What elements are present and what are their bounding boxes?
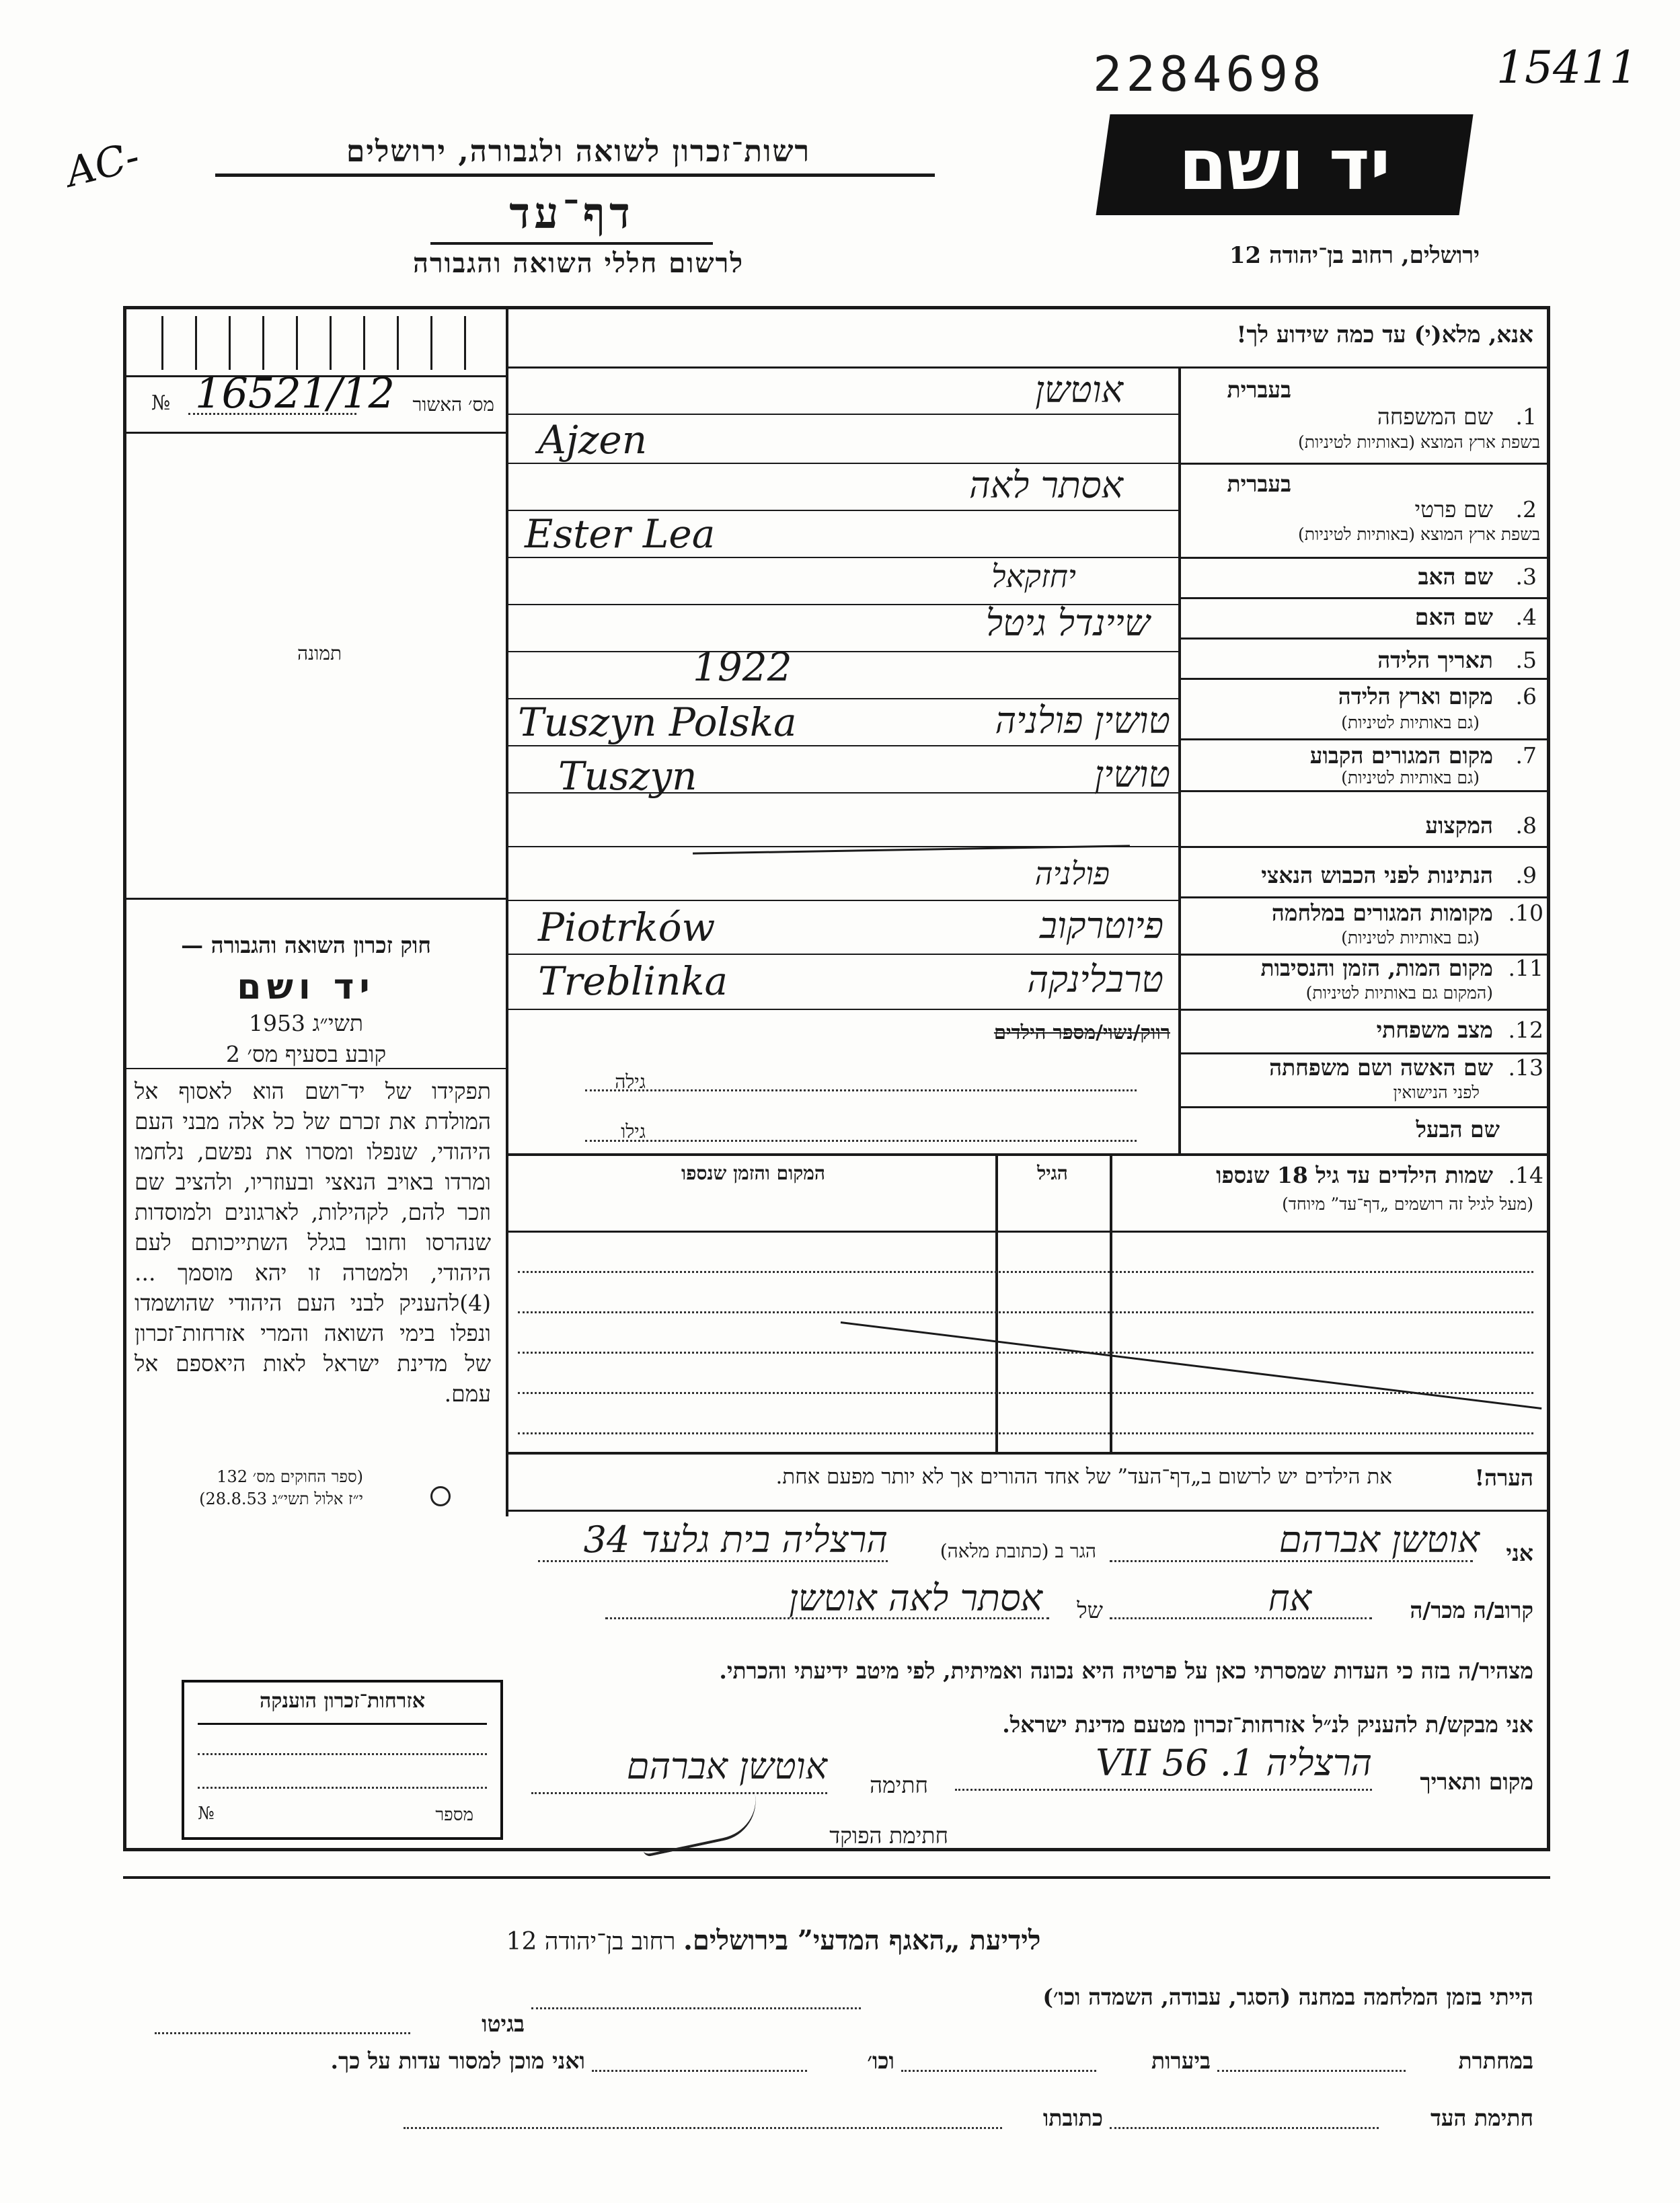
footer-line-2-c: וכו׳: [867, 2048, 894, 2074]
field-1-lang-latin: בשפת ארץ המוצא (באותיות לטיניות): [1298, 432, 1540, 452]
decl-signature-label: חתימה: [870, 1772, 928, 1798]
field-11-note: (המקום גם באותיות לטיניות): [1305, 983, 1493, 1003]
field-13-note: לפני הנישואין: [1393, 1083, 1480, 1102]
remark-text: את הילדים יש לרשום ב„דף־העד” של אחד ההורים אך לא יותר מפעם אחת.: [775, 1465, 1392, 1489]
footer-line-3-b: כתובתו: [1042, 2105, 1103, 2131]
citizenship-box: [182, 1680, 503, 1840]
approval-no-prefix: №: [151, 391, 171, 415]
field-7-value-latin: Tuszyn: [558, 753, 697, 799]
footer-line-2-b: ביערות: [1151, 2048, 1211, 2074]
seal-mark-icon: [430, 1486, 451, 1506]
field-2-value-latin: Ester Lea: [525, 511, 716, 557]
field-12-value: רווק/נשוי/מספר הילדים: [993, 1021, 1170, 1044]
footer-line-1-end: בגיטו: [482, 2011, 525, 2037]
field-14-note: (מעל לגיל זה רושמים „דף־עד” מיוחד): [1282, 1194, 1533, 1214]
field-12-label: מצב משפחתי: [1376, 1017, 1493, 1043]
field-14-num: 14.: [1508, 1162, 1543, 1188]
field-2-lang-latin: בשפת ארץ המוצא (באותיות לטיניות): [1298, 525, 1540, 544]
decl-relative-label: קרוב/ה מכר/ה: [1410, 1597, 1533, 1623]
decl-relation-value: אח: [1268, 1577, 1311, 1619]
field-7-value-hebrew: טושין: [1094, 753, 1170, 796]
footer-line-1: הייתי בזמן המלחמה במחנה (הסגר, עבודה, השמדה וכו׳): [1042, 1984, 1533, 2010]
field-4-num: 4.: [1515, 604, 1537, 630]
decl-statement-1: מצהיר/ה בזה כי העדות שמסרתי כאן על פרטיה היא נכונה ואמיתית, לפי מיטב ידיעתי והכרתי.: [719, 1658, 1533, 1684]
field-1-num: 1.: [1515, 403, 1537, 430]
law-text: תפקידו של יד־ושם הוא לאסוף אל המולדת את זכרם של כל אלה מבני העם היהודי, שנפלו ומסרו את נפשם, נלחמו ומרדו באויב הנאצי ובעוזריו, ולהציב שם וזכר להם, לקהילות, לארגונים ולמוסדות שנהרסו וחובו בגלל השתייכותם לעם היהודי, ולמטרה זו יהא מוסמך ...(4)להעניק לבני העם היהודי שהושמדו ונפלו בימי השואה והמרי אזרחות־זכרון של מדינת ישראל לאות היאספם אל עמם.: [135, 1078, 491, 1407]
decl-signature-value: אוטשן אברהם: [626, 1745, 827, 1787]
field-3-num: 3.: [1515, 564, 1537, 590]
form-subtitle: לרשום חללי השואה והגבורה: [412, 247, 744, 279]
decl-declarant-name: אוטשן אברהם: [1278, 1518, 1480, 1561]
field-12-num: 12.: [1508, 1017, 1543, 1043]
field-5-value: 1922: [693, 644, 792, 690]
children-strike-line: [841, 1321, 1542, 1409]
field-7-num: 7.: [1515, 742, 1537, 769]
decl-living-label: הגר ב (כתובת מלאה): [940, 1540, 1096, 1562]
field-6-label: מקום וארץ הלידה: [1338, 683, 1493, 709]
field-6-num: 6.: [1515, 683, 1537, 709]
field-13-husband-label: שם הבעל: [1416, 1116, 1500, 1143]
col-age: הגיל: [1037, 1162, 1068, 1184]
field-2-num: 2.: [1515, 496, 1537, 523]
footer-line-2-a: במחתרת: [1458, 2048, 1533, 2074]
field-2-lang-hebrew: בעברית: [1227, 471, 1291, 497]
field-1-label: שם המשפחה: [1377, 403, 1493, 430]
field-4-label: שם האם: [1414, 604, 1493, 630]
field-11-value-latin: Treblinka: [538, 958, 728, 1004]
field-13-num: 13.: [1508, 1054, 1543, 1081]
law-ref-2: י״ז אלול תשי״ג 28.8.53): [199, 1490, 363, 1508]
field-8-label: המקצוע: [1425, 812, 1493, 839]
field-4-value: שיינדל גיטל: [985, 602, 1150, 644]
field-9-value: פולניה: [1034, 855, 1110, 892]
citizenship-no-label: מספר: [435, 1805, 473, 1825]
footer-line-3-a: חתימת העד: [1430, 2105, 1533, 2131]
photo-label: תמונה: [297, 642, 342, 664]
law-ref-1: (ספר החוקים מס׳ 132: [217, 1467, 363, 1486]
field-14-label: שמות הילדים עד גיל 18 שנספו: [1216, 1162, 1493, 1188]
field-10-num: 10.: [1508, 900, 1543, 926]
field-7-note: (גם באותיות לטיניות): [1341, 768, 1480, 787]
decl-of-label: של: [1077, 1597, 1103, 1623]
col-place: המקום והזמן שנספו: [681, 1162, 825, 1184]
field-6-value-hebrew: טושין פולניה: [995, 699, 1170, 742]
field-13-age-wife: גילה: [615, 1071, 646, 1093]
citizenship-box-title: אזרחות־זכרון הוענקה: [259, 1689, 426, 1713]
decl-place-date-label: מקום ותאריך: [1420, 1769, 1533, 1795]
decl-official-label: חתימת הפוקד: [829, 1822, 948, 1849]
field-6-value-latin: Tuszyn Polska: [518, 699, 797, 745]
law-logo: יד ושם: [237, 967, 375, 1007]
footer-title-rest: רחוב בן־יהודה 12: [506, 1928, 676, 1956]
field-5-label: תאריך הלידה: [1377, 647, 1493, 673]
decl-statement-2: אני מבקש/ת להעניק לנ״ל אזרחות־זכרון מטעם מדינת ישראל.: [1002, 1711, 1533, 1738]
remark-label: הערה!: [1474, 1465, 1533, 1491]
decl-place-date-value: הרצליה 1. VII 56: [1096, 1742, 1372, 1784]
decl-i-label: אני: [1506, 1540, 1533, 1566]
field-5-num: 5.: [1515, 647, 1537, 673]
footer-title-bold: לידיעת „האגף המדעי” בירושלים.: [683, 1925, 1041, 1956]
law-clause: קובע בסעיף מס׳ 2: [225, 1041, 387, 1067]
field-1-value-latin: Ajzen: [538, 417, 648, 463]
scribble-top-left: AC-: [61, 132, 145, 197]
field-11-label: מקום המות, הזמן והנסיבות: [1260, 955, 1493, 981]
header-address: ירושלים, רחוב בן־יהודה 12: [1229, 242, 1480, 269]
field-11-num: 11.: [1508, 955, 1543, 981]
yad-vashem-logo: יד ושם: [1096, 114, 1473, 215]
approval-number: 16521/12: [195, 369, 395, 418]
field-9-label: הנתינות לפני הכבוש הנאצי: [1261, 862, 1493, 888]
field-8-num: 8.: [1515, 812, 1537, 839]
field-7-label: מקום המגורים הקבוע: [1309, 742, 1493, 769]
scribble-top-right: 15411: [1496, 42, 1638, 93]
approval-label: מס׳ האשור: [412, 393, 494, 416]
field-3-label: שם האב: [1418, 564, 1493, 590]
footer-line-2-end: ואני מוכן למסור עדות על כך.: [330, 2048, 585, 2074]
field-10-label: מקומות המגורים במלחמה: [1271, 900, 1493, 926]
field-13-label: שם האשה ושם משפחתה: [1269, 1054, 1493, 1081]
footer-title: [269, 1925, 1278, 1956]
field-10-note: (גם באותיות לטיניות): [1341, 928, 1480, 948]
decl-address-value: הרצליה בית גלעד 34: [583, 1518, 888, 1561]
field-13-age-husband: גילו: [621, 1120, 646, 1143]
field-1-value-hebrew: אוטשן: [1035, 369, 1123, 411]
instructions: אנא, מלא(י) עד כמה שידוע לך!: [1236, 321, 1533, 348]
field-6-note: (גם באותיות לטיניות): [1341, 713, 1480, 732]
law-title: חוק זכרון השואה והגבורה —: [181, 932, 431, 958]
field-1-lang-hebrew: בעברית: [1227, 377, 1291, 403]
field-9-num: 9.: [1515, 862, 1537, 888]
law-year: תשי״ג 1953: [248, 1010, 364, 1036]
form-title: דף־עד: [509, 188, 634, 239]
field-2-value-hebrew: אסתר לאה: [968, 464, 1123, 506]
register-number: 2284698: [1093, 46, 1326, 102]
field-10-value-hebrew: פיוטרקוב: [1039, 904, 1163, 947]
field-11-value-hebrew: טרבלינקה: [1027, 958, 1163, 1001]
field-3-value: יחזקאל: [991, 558, 1076, 594]
official-signature-scribble: [636, 1790, 763, 1857]
decl-victim-value: אסתר לאה אוטשן: [788, 1577, 1042, 1619]
field-2-label: שם פרטי: [1414, 496, 1493, 523]
citizenship-no-prefix: №: [198, 1804, 215, 1824]
field-10-value-latin: Piotrków: [538, 904, 716, 950]
org-line: רשות־זכרון לשואה ולגבורה, ירושלים: [346, 134, 811, 169]
